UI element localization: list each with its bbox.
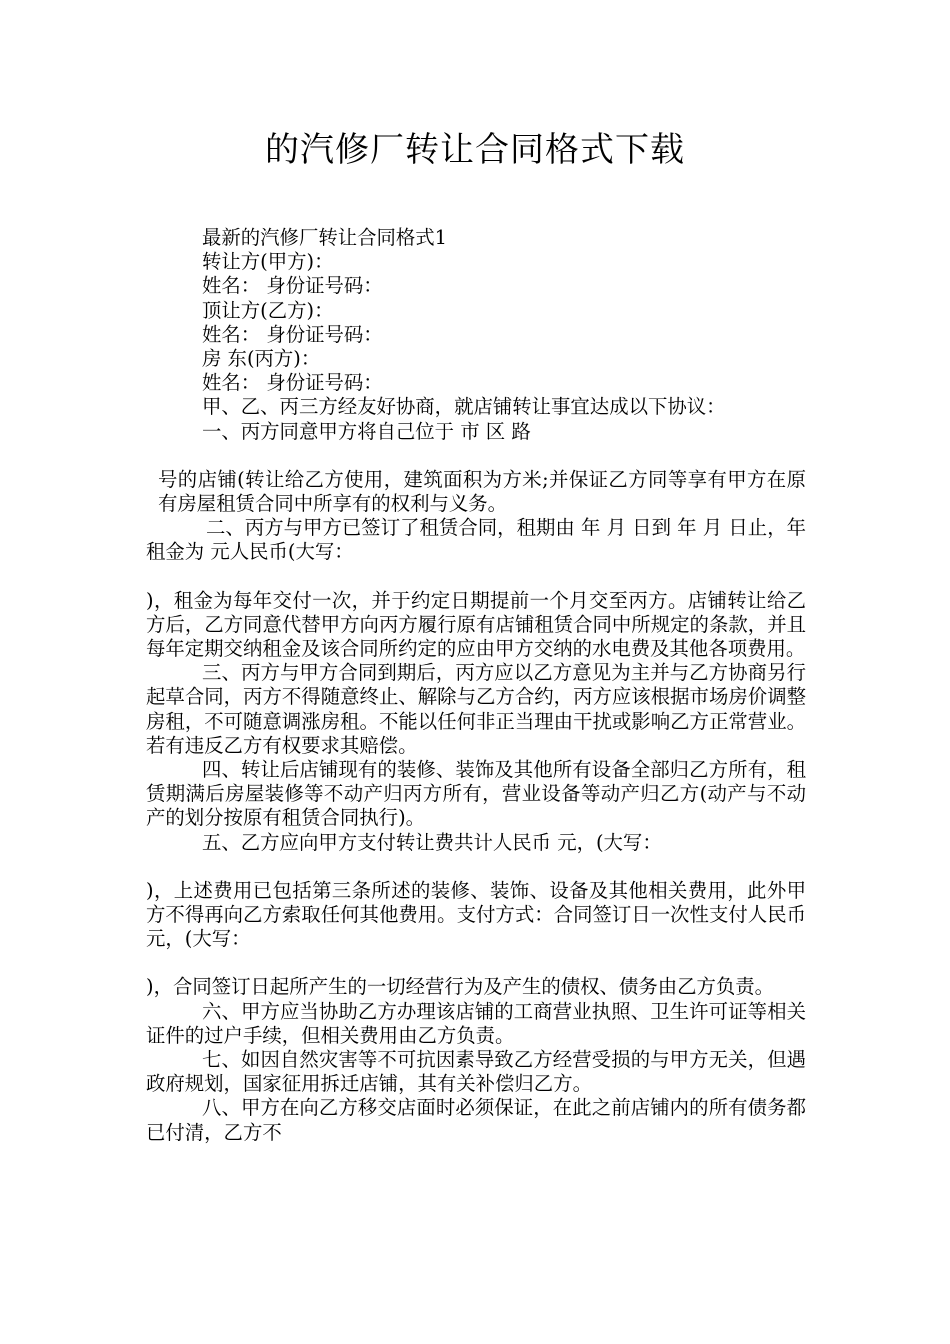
transferor-id-line: 姓名： 身份证号码： bbox=[202, 274, 383, 298]
clause-3: 三、丙方与甲方合同到期后，丙方应以乙方意见为主并与乙方协商另行起草合同，丙方不得随意终止、解除与乙方合约，丙方应该根据市场房价调整房租，不可随意调涨房租。不能以任何非正当理由干扰或影响乙方正常营业。若有违反乙方有权要求其赔偿。 bbox=[146, 661, 806, 757]
document-title: 的汽修厂转让合同格式下载 bbox=[265, 130, 685, 170]
clause-6: 六、甲方应当协助乙方办理该店铺的工商营业执照、卫生许可证等相关证件的过户手续，但相关费用由乙方负责。 bbox=[146, 999, 806, 1047]
clause-5: 五、乙方应向甲方支付转让费共计人民币 元，(大写： bbox=[202, 830, 662, 854]
clause-8: 八、甲方在向乙方移交店面时必须保证，在此之前店铺内的所有债务都已付清，乙方不 bbox=[146, 1096, 806, 1144]
transferee-id-line: 姓名： 身份证号码： bbox=[202, 322, 383, 346]
document-body bbox=[146, 226, 806, 1145]
landlord-id-line: 姓名： 身份证号码： bbox=[202, 371, 383, 395]
clause-2: 二、丙方与甲方已签订了租赁合同，租期由 年 月 日到 年 月 日止，年租金为 元人民币(大写： bbox=[146, 516, 806, 564]
clause-5-payment: )，合同签订日起所产生的一切经营行为及产生的债权、债务由乙方负责。 bbox=[146, 975, 775, 999]
transferor-line: 转让方(甲方)： bbox=[202, 250, 334, 274]
clause-2-continued: )，租金为每年交付一次，并于约定日期提前一个月交至丙方。店铺转让给乙方后，乙方同意代替甲方向丙方履行原有店铺租赁合同中所规定的条款，并且每年定期交纳租金及该合同所约定的应由甲方交纳的水电费及其他各项费用。 bbox=[146, 588, 806, 660]
contract-heading-line: 最新的汽修厂转让合同格式1 bbox=[202, 226, 448, 249]
blank-gap bbox=[146, 951, 806, 975]
clause-4: 四、转让后店铺现有的装修、装饰及其他所有设备全部归乙方所有，租赁期满后房屋装修等不动产归丙方所有，营业设备等动产归乙方(动产与不动产的划分按原有租赁合同执行)。 bbox=[146, 757, 806, 830]
agreement-intro-line: 甲、乙、丙三方经友好协商，就店铺转让事宜达成以下协议： bbox=[202, 395, 726, 419]
clause-7: 七、如因自然灾害等不可抗因素导致乙方经营受损的与甲方无关，但遇政府规划，国家征用拆迁店铺，其有关补偿归乙方。 bbox=[146, 1047, 806, 1096]
clause-1-continued: 号的店铺(转让给乙方使用，建筑面积为方米;并保证乙方同等享有甲方在原有房屋租赁合同中所享有的权利与义务。 bbox=[158, 467, 806, 515]
blank-gap bbox=[146, 444, 806, 468]
transferee-line: 顶让方(乙方)： bbox=[202, 298, 334, 322]
clause-5-continued: )，上述费用已包括第三条所述的装修、装饰、设备及其他相关费用，此外甲方不得再向乙方索取任何其他费用。支付方式：合同签订日一次性支付人民币 元，(大写： bbox=[146, 878, 806, 951]
blank-gap bbox=[146, 855, 806, 879]
landlord-line: 房 东(丙方)： bbox=[202, 346, 321, 370]
blank-gap bbox=[146, 565, 806, 589]
clause-1-line: 一、丙方同意甲方将自己位于 市 区 路 bbox=[202, 419, 531, 443]
